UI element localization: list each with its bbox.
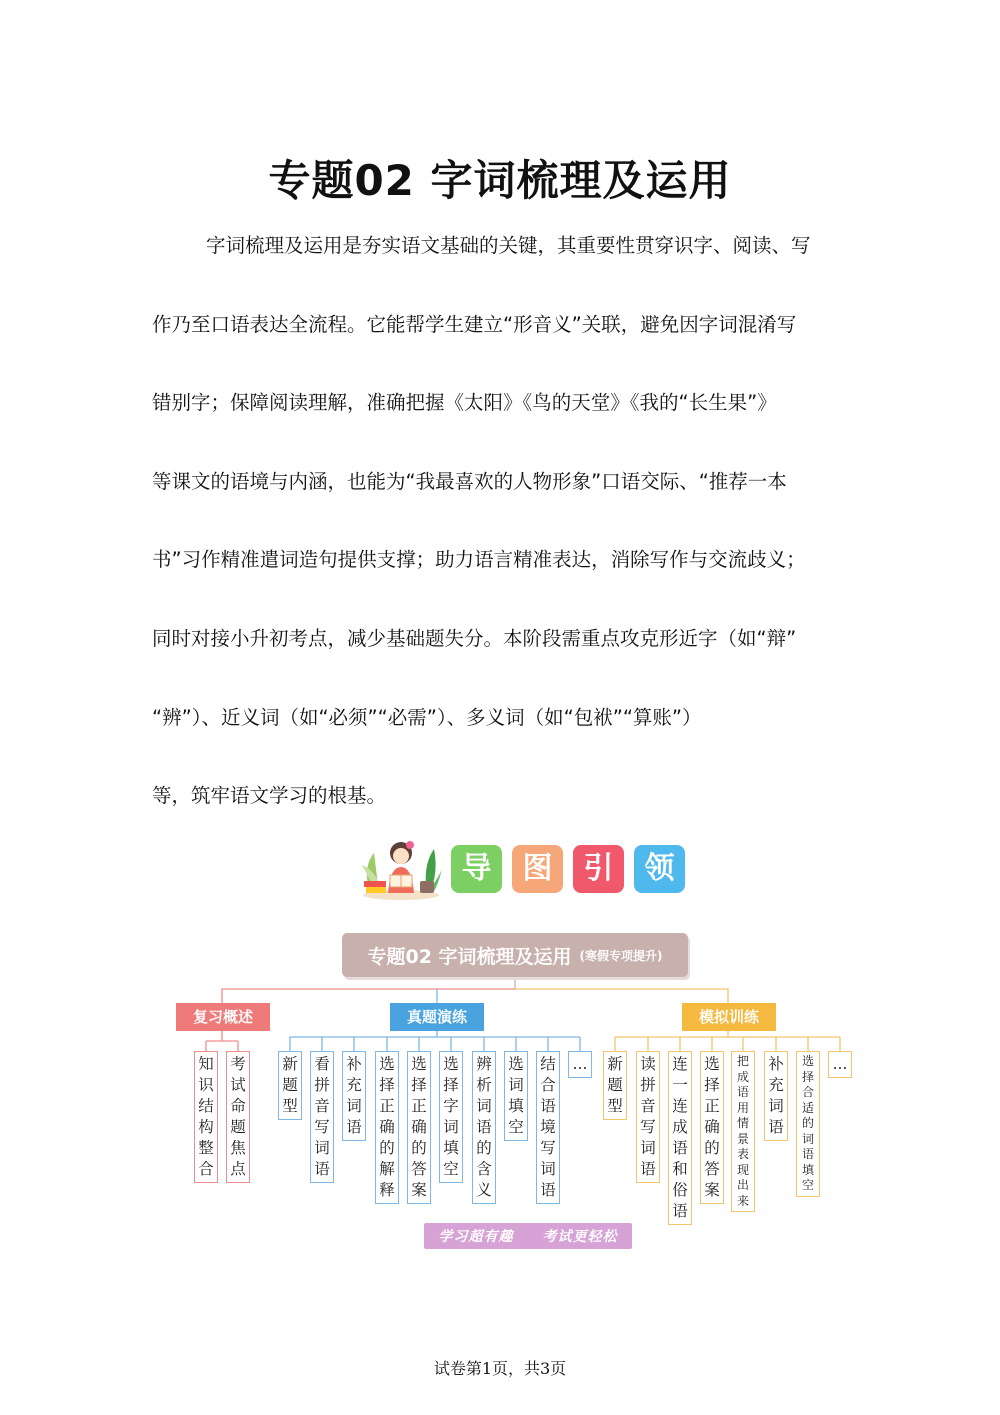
leaf-exam: 选择字词填空 xyxy=(439,1051,463,1183)
leaf-exam: 补充词语 xyxy=(342,1051,366,1141)
banner-tile-dao: 导 xyxy=(451,845,502,893)
root-subtitle: (寒假专项提升) xyxy=(579,948,663,963)
leaf-exam: 选择正确的答案 xyxy=(407,1051,431,1204)
page-footer: 试卷第1页，共3页 xyxy=(433,1359,567,1378)
leaf-mock: 选择正确的答案 xyxy=(700,1051,724,1204)
intro-line: 书”习作精准遣词造句提供支撑；助力语言精准表达，消除写作与交流歧义； xyxy=(152,548,806,572)
intro-line: 等课文的语境与内涵，也能为“我最喜欢的人物形象”口语交际、“推荐一本 xyxy=(152,469,787,493)
intro-line: 同时对接小升初考点，减少基础题失分。本阶段需重点攻克形近字（如“辩” xyxy=(152,626,797,650)
root-title: 专题02 字词梳理及运用 xyxy=(367,945,572,968)
page-title: 专题02 字词梳理及运用 xyxy=(268,156,732,205)
motto-left: 学习超有趣 xyxy=(438,1229,514,1245)
branch-review-overview: 复习概述 xyxy=(176,1003,270,1031)
leaf-exam: 结合语境写词语 xyxy=(536,1051,560,1204)
mind-map xyxy=(0,925,1000,1265)
leaf-mock: 补充词语 xyxy=(764,1051,788,1141)
intro-line: 字词梳理及运用是夯实语文基础的关键，其重要性贯穿识字、阅读、写 xyxy=(206,234,811,257)
leaf-exam: 看拼音写词语 xyxy=(310,1051,334,1183)
branch-past-exam-practice: 真题演练 xyxy=(390,1003,484,1031)
leaf-exam: 选词填空 xyxy=(504,1051,528,1141)
motto-right: 考试更轻松 xyxy=(542,1229,618,1245)
leaf-mock: 读拼音写词语 xyxy=(636,1051,660,1183)
leaf-exam: 辨析词语的含义 xyxy=(472,1051,496,1204)
banner-tile-yin: 引 xyxy=(573,845,624,893)
leaf-exam: 选择正确的解释 xyxy=(375,1051,399,1204)
banner-tile-ling: 领 xyxy=(634,845,685,893)
intro-line: “辨”）、近义词（如“必须”“必需”）、多义词（如“包袱”“算账”） xyxy=(152,705,702,729)
intro-line: 等，筑牢语文学习的根基。 xyxy=(152,784,387,808)
intro-line: 错别字；保障阅读理解，准确把握《太阳》《鸟的天堂》《我的“长生果”》 xyxy=(152,391,777,415)
mind-map-root xyxy=(342,933,688,977)
reading-girl-illustration xyxy=(360,835,442,901)
leaf-mock: 选择合适的词语填空 xyxy=(796,1051,820,1197)
guide-banner xyxy=(0,835,1000,905)
leaf-mock: 连一连成语和俗语 xyxy=(668,1051,692,1225)
leaf-exam: 新题型 xyxy=(278,1051,302,1120)
leaf-review: 知识结构整合 xyxy=(194,1051,218,1183)
intro-line: 作乃至口语表达全流程。它能帮学生建立“形音义”关联，避免因字词混淆写 xyxy=(152,312,797,336)
intro-paragraph xyxy=(152,222,852,851)
leaf-mock-more: ... xyxy=(828,1051,852,1078)
banner-tile-tu: 图 xyxy=(512,845,563,893)
leaf-mock: 把成语用情景表现出来 xyxy=(731,1051,755,1212)
leaf-mock: 新题型 xyxy=(603,1051,627,1120)
branch-mock-training: 模拟训练 xyxy=(682,1003,776,1031)
leaf-exam-more: ... xyxy=(568,1051,592,1078)
motto-banner xyxy=(424,1223,632,1249)
leaf-review: 考试命题焦点 xyxy=(226,1051,250,1183)
